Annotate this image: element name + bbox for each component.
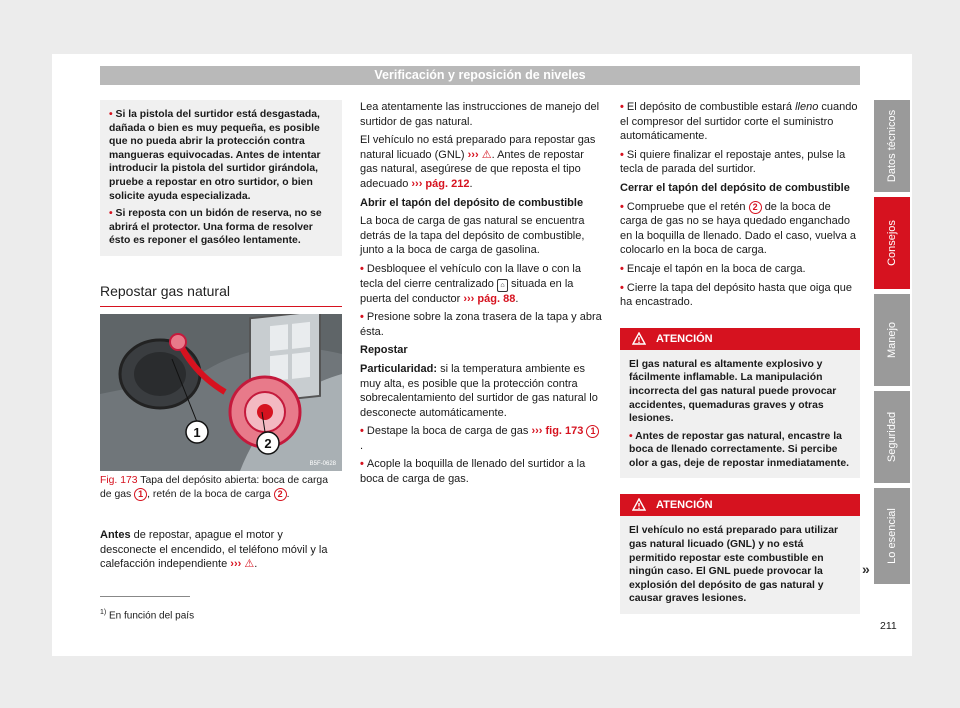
figure-callout-1: 1 xyxy=(193,425,201,440)
page-reference-link[interactable]: ››› pág. 88 xyxy=(463,292,516,305)
paragraph: Particularidad: si la temperatura ambiente es muy alta, es posible que la protección contra sobrecalentamiento del surtidor de gas natural lo desconecte automáticamente. xyxy=(360,362,598,419)
figure-caption: Fig. 173 Tapa del depósito abierta: boca de carga de gas 1 , retén de la boca de carga 2 . xyxy=(100,475,328,500)
tab-lo-esencial[interactable]: Lo esencial xyxy=(874,488,910,584)
tab-manejo[interactable]: Manejo xyxy=(874,294,910,386)
figure-173 xyxy=(100,314,342,471)
warning-triangle-icon: ⚠ xyxy=(481,148,492,161)
bullet-item: • Desbloquee el vehículo con la llave o con la tecla del cierre centralizado ⌂ situada en la puerta del conductor ››› pág. 88. xyxy=(360,262,581,305)
column-3 xyxy=(620,100,860,614)
footnote: $^{1)}$ En función del país xyxy=(100,609,195,622)
warning-continuation-box xyxy=(100,100,342,256)
intro-paragraph: Antes de repostar, apague el motor y desconecte el encendido, el teléfono móvil y la calefacción independiente ››› ⚠. xyxy=(100,529,328,571)
bullet-item: • Acople la boquilla de llenado del surtidor a la boca de carga de gas. xyxy=(360,458,586,486)
section-title: Repostar gas natural xyxy=(100,283,342,307)
bullet-item: • Presione sobre la zona trasera de la tapa y abra ésta. xyxy=(360,311,602,338)
bullet-item: • Cierre la tapa del depósito hasta que oiga que ha encastrado. xyxy=(620,281,852,309)
warning-triangle-icon xyxy=(632,332,646,345)
column-2 xyxy=(360,100,602,491)
page-header: Verificación y reposición de niveles xyxy=(100,66,860,85)
continue-arrow-icon: » xyxy=(862,561,870,577)
paragraph: Lea atentamente las instrucciones de manejo del surtidor de gas natural. xyxy=(360,101,600,128)
subheading: Cerrar el tapón del depósito de combustible xyxy=(620,181,850,194)
tab-seguridad[interactable]: Seguridad xyxy=(874,391,910,483)
callout-badge: 1 xyxy=(134,488,147,501)
page-number: 211 xyxy=(880,620,897,632)
bullet-item: • Encaje el tapón en la boca de carga. xyxy=(620,262,806,275)
key-icon: ⌂ xyxy=(497,279,508,292)
subheading: Abrir el tapón del depósito de combustible xyxy=(360,196,584,209)
callout-badge: 2 xyxy=(274,488,287,501)
page-reference-link[interactable]: ››› pág. 212 xyxy=(411,177,470,190)
column-1 xyxy=(100,100,342,256)
figure-reference-link[interactable]: ››› fig. 173 xyxy=(531,425,584,438)
warning-triangle-icon: ⚠ xyxy=(244,558,255,571)
attention-header: ATENCIÓN xyxy=(620,328,860,350)
subheading: Repostar xyxy=(360,344,408,357)
bullet-item: • El depósito de combustible estará lleno cuando el compresor del surtidor corte el suministro automáticamente. xyxy=(620,101,858,143)
figure-callout-2: 2 xyxy=(264,436,272,451)
footnote-divider xyxy=(100,596,190,597)
paragraph: El vehículo no está preparado para repostar gas natural licuado (GNL) ››› ⚠. Antes de repostar gas natural, asegúrese de que reposta el tipo adecuado ››› pág. 212. xyxy=(360,134,596,190)
fuel-filler-illustration xyxy=(100,314,342,471)
tab-consejos[interactable]: Consejos xyxy=(874,197,910,289)
attention-box-2: ATENCIÓN El vehículo no está preparado para utilizar gas natural licuado (GNL) y no está permitido repostar este combustible en ningún caso. El GNL puede provocar la explosión del depósito de gas natural y causar graves lesiones. xyxy=(620,494,860,614)
attention-header: ATENCIÓN xyxy=(620,494,860,516)
figure-code: B5F-0628 xyxy=(309,461,336,467)
warning-triangle-icon xyxy=(632,498,646,511)
warning-reference-link[interactable]: ››› xyxy=(230,558,242,571)
warning-bullet: • Si la pistola del surtidor está desgastada, dañada o bien es muy pequeña, es posible que no pueda abrir la protección contra mangueras equivocadas. Antes de intentar introducir la pistola del surtidor girándola, pruebe a repostar en otro surtidor, o bien solicite ayuda especializada. xyxy=(109,109,321,202)
attention-box-1: ATENCIÓN El gas natural es altamente explosivo y fácilmente inflamable. La manipulación incorrecta del gas natural puede provocar accidentes, quemaduras graves y otras lesiones. • Antes de repostar gas natural, encastre la boca de llenado correctamente. Si percibe olor a gas, deje de repostar inmediatamente. xyxy=(620,328,860,479)
bullet-item: • Si quiere finalizar el repostaje antes, pulse la tecla de parada del surtidor. xyxy=(620,148,846,176)
bullet-item: • Compruebe que el retén 2 de la boca de carga de gas no se haya quedado enganchado en la boquilla de llenado. Dado el caso, vuelva a colocarlo en la boca de carga. xyxy=(620,200,857,257)
warning-bullet: • Si reposta con un bidón de reserva, no se abrirá el protector. Una forma de resolver ésto es reponer el gasóleo lentamente. xyxy=(109,208,322,247)
bullet-item: • Destape la boca de carga de gas ››› fig. 173 1. xyxy=(360,424,602,453)
tab-datos-tecnicos[interactable]: Datos técnicos xyxy=(874,100,910,192)
paragraph: La boca de carga de gas natural se encuentra detrás de la tapa del depósito de combustible, junto a la boca de carga de gasolina. xyxy=(360,215,585,257)
